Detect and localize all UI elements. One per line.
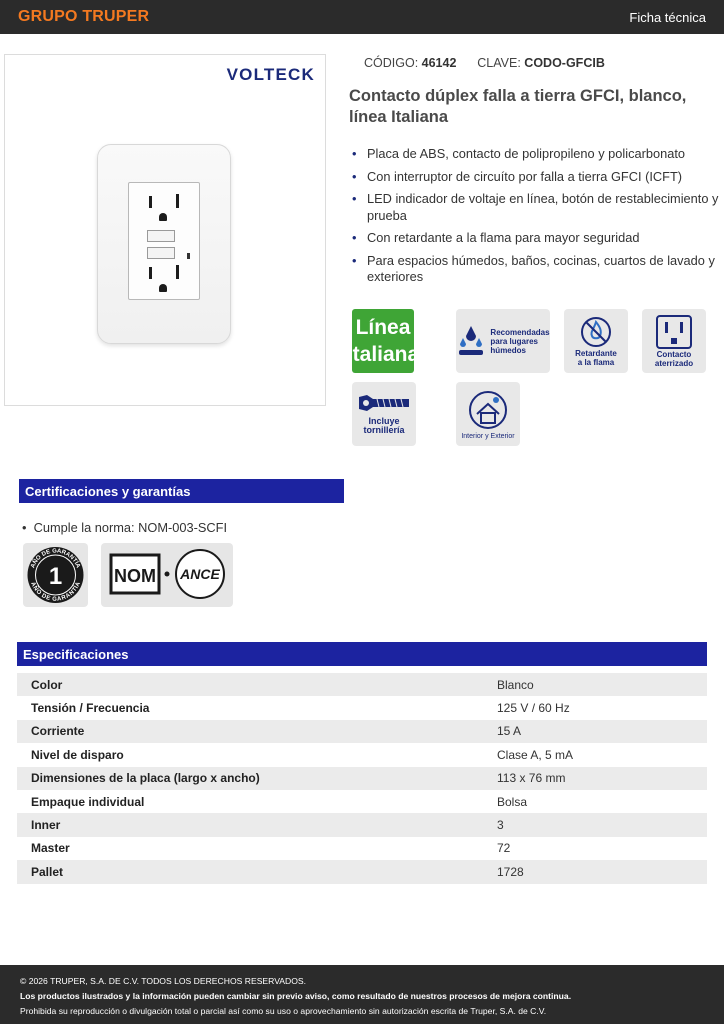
spec-value: 15 A xyxy=(483,720,707,743)
table-row xyxy=(17,696,707,719)
warranty-number: 1 xyxy=(48,563,63,590)
spec-value: Clase A, 5 mA xyxy=(497,747,574,762)
code-label: CÓDIGO: xyxy=(364,56,419,70)
spec-label: Dimensiones de la placa (largo x ancho) xyxy=(17,767,483,790)
feature-item: • Para espacios húmedos, baños, cocinas, cuartos de lavado y exteriores xyxy=(352,253,720,286)
badge-text: para lugares xyxy=(490,336,538,346)
key-label: CLAVE: xyxy=(477,56,521,70)
grounded-outlet-badge xyxy=(642,309,706,373)
water-drops-icon xyxy=(456,324,486,358)
slot-right-top xyxy=(176,194,179,208)
spec-value: 3 xyxy=(483,813,707,836)
warranty-text-top: AÑO DE GARANTÍA xyxy=(30,548,81,570)
product-codes xyxy=(364,56,605,70)
table-row xyxy=(17,673,707,696)
flame-retardant-badge xyxy=(564,309,628,373)
nom-text: NOM xyxy=(114,566,156,586)
badge-text: Contacto xyxy=(656,350,692,359)
feature-item: • Con retardante a la flama para mayor seguridad xyxy=(352,230,720,247)
badge-text: Interior y Exterior xyxy=(461,432,515,440)
badge-text: a la flama xyxy=(577,358,615,367)
footer xyxy=(0,965,724,1024)
spec-value: 125 V / 60 Hz xyxy=(497,701,570,716)
slot-left-bottom xyxy=(149,267,152,279)
spec-value: 72 xyxy=(497,841,511,856)
table-row xyxy=(17,767,707,790)
badge-text: Retardante xyxy=(575,349,617,358)
code-value: 46142 xyxy=(421,56,457,70)
humid-places-badge xyxy=(456,309,550,373)
spec-value: 113 x 76 mm xyxy=(483,767,707,790)
brand-logo: GRUPO TRUPER xyxy=(18,8,150,25)
table-row xyxy=(17,720,707,743)
reset-button xyxy=(147,247,175,259)
no-flame-icon xyxy=(579,315,613,349)
product-title: Contacto dúplex falla a tierra GFCI, blanco, línea Italiana xyxy=(349,87,687,126)
ance-text: ANCE xyxy=(180,566,220,582)
feature-item: • Placa de ABS, contacto de polipropileno y policarbonato xyxy=(352,146,720,163)
warranty-badge xyxy=(23,543,88,607)
table-row xyxy=(17,790,707,813)
key-value: CODO-GFCIB xyxy=(524,56,605,70)
nom-ance-badge xyxy=(101,543,233,607)
spec-label: Inner xyxy=(17,813,483,836)
product-image-panel xyxy=(4,54,326,406)
spec-label: Master xyxy=(31,841,70,856)
norma-item: • Cumple la norma: NOM-003-SCFI xyxy=(22,520,228,535)
badge-text: aterrizado xyxy=(654,359,694,368)
spec-label: Pallet xyxy=(17,860,483,883)
table-row xyxy=(17,837,707,860)
ground-hole-bottom xyxy=(159,284,167,292)
slot-right-bottom xyxy=(176,265,179,279)
badge-text: Incluye xyxy=(368,416,400,426)
indoor-outdoor-badge xyxy=(456,382,520,446)
ground-hole-top xyxy=(159,213,167,221)
volteck-logo: VOLTECK xyxy=(226,65,315,84)
table-row xyxy=(17,860,707,883)
outlet-icon xyxy=(655,314,693,350)
footer-legal: Prohibida su reproducción o divulgación total o parcial así como su uso o aprovechamiento sin autorización escrita de Truper, S.A. de C.V. xyxy=(20,1006,547,1016)
certifications-header: Certificaciones y garantías xyxy=(19,479,344,503)
footer-notice: Los productos ilustrados y la información pueden cambiar sin previo aviso, como resultado de nuestros procesos de mejora continua. xyxy=(20,991,572,1001)
spec-value: 1728 xyxy=(483,860,707,883)
spec-label: Nivel de disparo xyxy=(31,747,124,762)
badge-text: tornillería xyxy=(363,425,405,435)
outlet-face xyxy=(128,182,200,300)
top-header-bar xyxy=(0,0,724,34)
warranty-seal-icon xyxy=(23,543,88,607)
feature-item: • LED indicador de voltaje en línea, botón de restablecimiento y prueba xyxy=(352,191,720,224)
specifications-header: Especificaciones xyxy=(17,642,707,666)
footer-copyright: © 2026 TRUPER, S.A. DE C.V. TODOS LOS DERECHOS RESERVADOS. xyxy=(20,976,307,986)
spec-value: Blanco xyxy=(483,673,707,696)
screws-included-badge xyxy=(352,382,416,446)
warranty-text-bottom: AÑO DE GARANTÍA xyxy=(29,581,82,603)
product-photo xyxy=(97,144,231,344)
feature-item: • Con interruptor de circuíto por falla a tierra GFCI (ICFT) xyxy=(352,169,720,186)
led-indicator xyxy=(187,253,190,259)
badge-text: Recomendadas xyxy=(490,327,550,337)
test-button xyxy=(147,230,175,242)
slot-left-top xyxy=(149,196,152,208)
linea-italiana-badge xyxy=(346,309,420,373)
table-row xyxy=(17,743,707,766)
screw-icon xyxy=(355,393,413,413)
badge-text: Italiana xyxy=(346,343,420,366)
badge-text: húmedos xyxy=(490,345,526,355)
spec-label: Tensión / Frecuencia xyxy=(31,701,150,716)
table-row xyxy=(17,813,707,836)
norma-text: Cumple la norma: NOM-003-SCFI xyxy=(33,520,228,535)
spec-label: Color xyxy=(17,673,483,696)
spec-value: Bolsa xyxy=(497,794,528,809)
document-type-label: Ficha técnica xyxy=(629,9,706,25)
badge-text: Línea xyxy=(355,316,411,339)
nom-ance-logo xyxy=(101,543,233,607)
spec-label: Empaque individual xyxy=(31,794,145,809)
house-sun-icon xyxy=(465,388,511,432)
specifications-table xyxy=(17,673,707,884)
feature-list xyxy=(352,146,720,292)
spec-label: Corriente xyxy=(17,720,483,743)
